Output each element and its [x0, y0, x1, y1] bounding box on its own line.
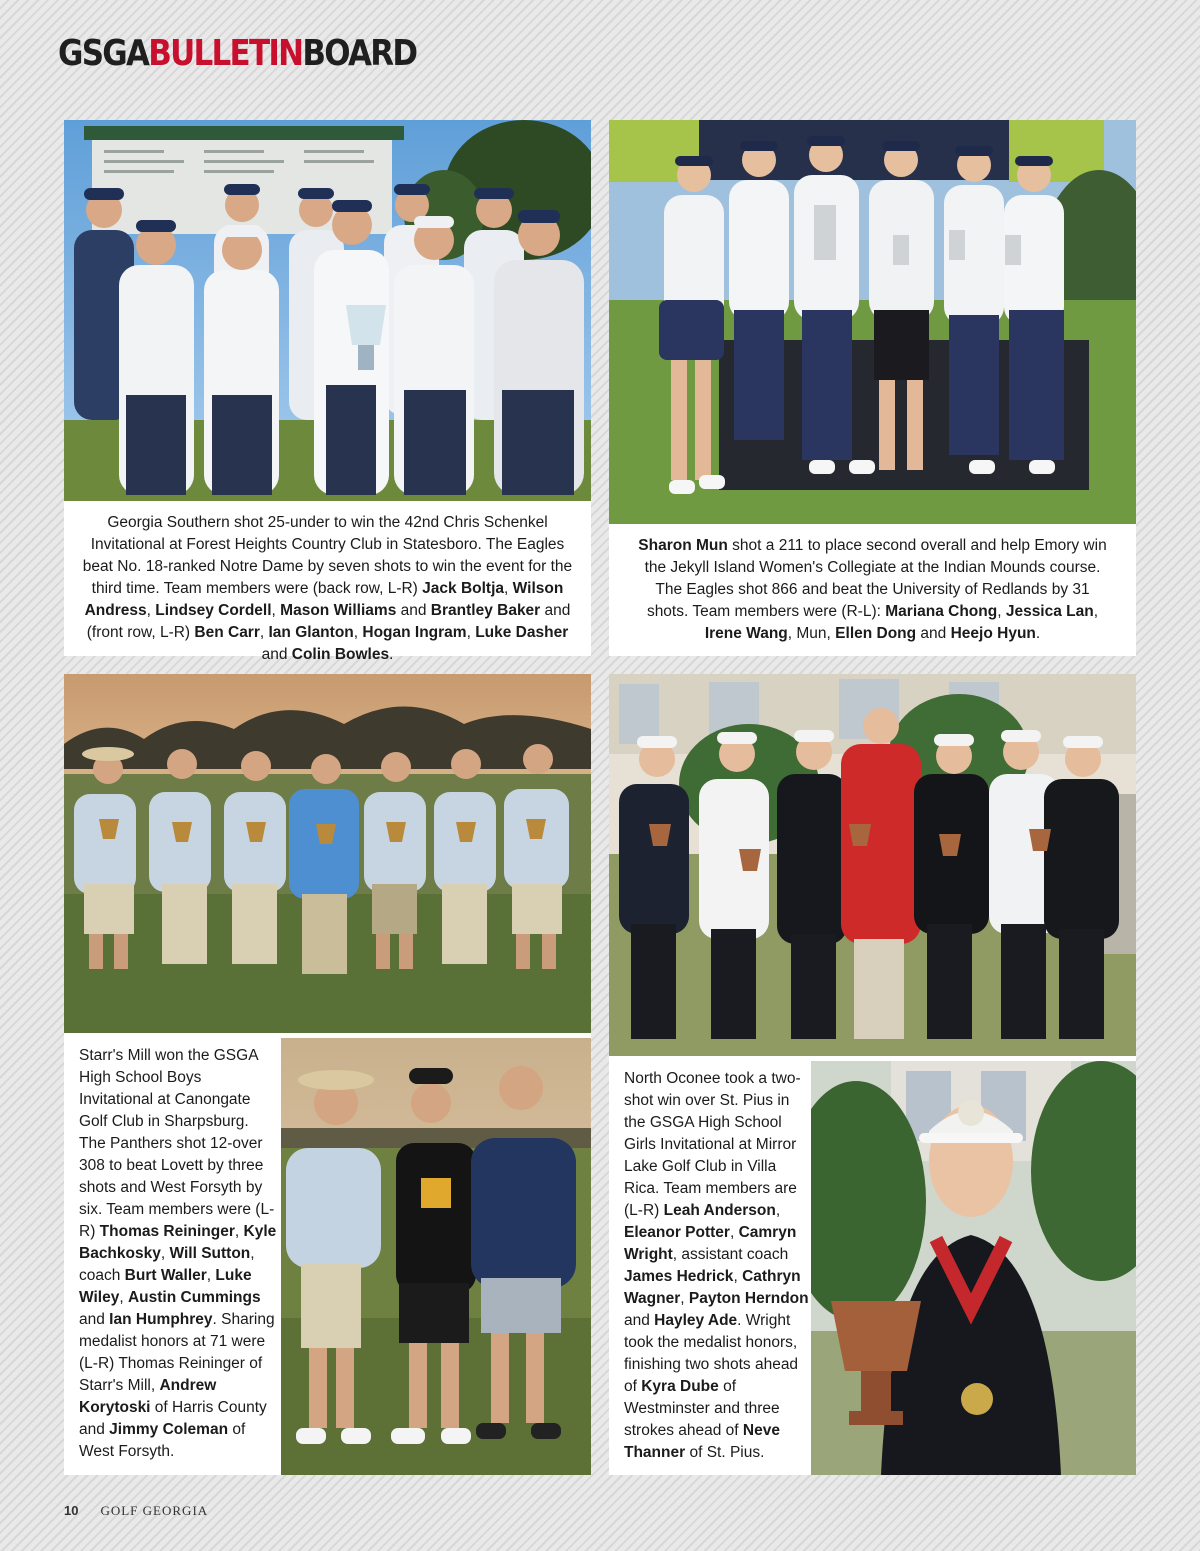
caption-name: Irene Wang — [704, 625, 788, 642]
caption-name: Colin Bowles — [291, 646, 390, 663]
magazine-name: GOLF GEORGIA — [100, 1503, 209, 1518]
caption-name: Sharon Mun — [638, 537, 728, 554]
caption-name: Payton Herndon — [688, 1290, 809, 1307]
caption-text: of Westminster and three strokes ahead of — [624, 1378, 780, 1439]
caption-name: Brantley Baker — [430, 602, 541, 619]
photo-north-oconee-medalist — [811, 1061, 1136, 1475]
caption-name: Kyra Dube — [641, 1378, 719, 1395]
caption-name: Ben Carr — [194, 624, 260, 641]
caption-name: Hogan Ingram — [362, 624, 467, 641]
caption-name: Hayley Ade — [654, 1312, 738, 1329]
caption-text: and — [79, 1311, 110, 1328]
masthead-gsga: GSGA — [58, 33, 149, 74]
caption-name: Mariana Chong — [885, 603, 998, 620]
caption-text: , — [997, 603, 1006, 620]
caption-name: Jack Boltja — [422, 580, 505, 597]
caption-text: . Wright took the medalist honors, finishing two shots ahead of — [624, 1312, 799, 1395]
caption-name: Burt Waller — [124, 1267, 207, 1284]
caption-starrs-mill — [79, 1045, 277, 1463]
caption-text: , — [206, 1267, 216, 1284]
caption-text: , — [729, 1224, 739, 1241]
caption-text: . Sharing medalist honors at 71 were (L-R) Thomas Reininger of Starr's Mill, — [79, 1311, 275, 1394]
caption-text: , — [504, 580, 513, 597]
caption-text: , — [466, 624, 476, 641]
caption-text: . — [1035, 625, 1041, 642]
caption-text: and — [624, 1312, 655, 1329]
caption-text: , — [160, 1245, 170, 1262]
caption-name: Luke Wiley — [79, 1267, 252, 1306]
caption-text: of St. Pius. — [685, 1444, 765, 1461]
caption-name: Jimmy Coleman — [109, 1421, 229, 1438]
caption-text: , assistant coach — [672, 1246, 789, 1263]
caption-north-oconee — [624, 1068, 809, 1464]
caption-text: , — [733, 1268, 743, 1285]
caption-emory — [633, 535, 1112, 645]
caption-text: , — [1093, 603, 1099, 620]
photo-north-oconee-team — [609, 674, 1136, 1056]
story-card-starrs-mill — [64, 674, 591, 1475]
bulletin-board-masthead — [58, 33, 417, 74]
caption-name: Ellen Dong — [835, 625, 917, 642]
caption-name: Ian Humphrey — [109, 1311, 213, 1328]
caption-name: Wilson Andress — [84, 580, 564, 619]
caption-text: of Harris County and — [79, 1399, 267, 1438]
caption-text: and — [916, 625, 951, 642]
caption-text: and — [396, 602, 431, 619]
caption-text: , — [259, 624, 269, 641]
caption-text: . — [389, 646, 394, 663]
caption-name: Austin Cummings — [127, 1289, 261, 1306]
caption-text: and (front row, L-R) — [86, 602, 571, 641]
caption-name: Jessica Lan — [1005, 603, 1094, 620]
caption-text: , coach — [79, 1245, 255, 1284]
caption-text: , — [119, 1289, 128, 1306]
caption-name: Thomas Reininger — [99, 1223, 235, 1240]
caption-text: shot a 211 to place second overall and help Emory win the Jekyll Island Women's Collegiate at the Indian Mounds course. The Eagles shot 866 and beat the University of Redlands by 31 shots. Team members were (R-L): — [644, 537, 1107, 620]
page-number: 10 — [64, 1503, 79, 1518]
caption-text: , — [271, 602, 281, 619]
caption-name: Cathryn Wagner — [624, 1268, 801, 1307]
caption-name: Camryn Wright — [624, 1224, 797, 1263]
caption-text: , Mun, — [787, 625, 836, 642]
story-card-georgia-southern — [64, 120, 591, 663]
page-footer — [64, 1503, 208, 1519]
masthead-bulletin: BULLETIN — [148, 33, 303, 74]
caption-name: Lindsey Cordell — [155, 602, 272, 619]
caption-name: Ian Glanton — [268, 624, 354, 641]
caption-name: Leah Anderson — [663, 1202, 776, 1219]
photo-emory-team — [609, 120, 1136, 524]
caption-name: James Hedrick — [624, 1268, 734, 1285]
caption-name: Luke Dasher — [475, 624, 569, 641]
caption-text: North Oconee took a two-shot win over St. Pius in the GSGA High School Girls Invitational at Mirror Lake Golf Club in Villa Rica. Team members are (L-R) — [624, 1070, 801, 1219]
photo-starrs-mill-team — [64, 674, 591, 1033]
photo-georgia-southern-team — [64, 120, 591, 501]
story-card-emory — [609, 120, 1136, 656]
caption-text: and — [261, 646, 292, 663]
caption-name: Neve Thanner — [624, 1422, 780, 1461]
caption-name: Kyle Bachkosky — [79, 1223, 277, 1262]
caption-text: , — [146, 602, 156, 619]
caption-name: Will Sutton — [169, 1245, 251, 1262]
caption-text: , — [680, 1290, 689, 1307]
caption-name: Andrew Korytoski — [79, 1377, 217, 1416]
photo-starrs-mill-medalists — [281, 1038, 591, 1475]
caption-text: of West Forsyth. — [79, 1421, 246, 1460]
caption-text: Starr's Mill won the GSGA High School Boys Invitational at Canongate Golf Club in Sharpsburg. The Panthers shot 12-over 308 to beat Lovett by three shots and West Forsyth by six. Team members were (L-R) — [79, 1047, 275, 1240]
caption-name: Eleanor Potter — [624, 1224, 730, 1241]
caption-name: Mason Williams — [280, 602, 397, 619]
caption-text: Georgia Southern shot 25-under to win the 42nd Chris Schenkel Invitational at Forest Heights Country Club in Statesboro. The Eagles beat No. 18-ranked Notre Dame by seven shots to win the event for the third time. Team members were (back row, L-R) — [82, 514, 573, 597]
caption-georgia-southern — [80, 512, 575, 666]
story-card-north-oconee — [609, 674, 1136, 1475]
caption-text: , — [353, 624, 363, 641]
caption-name: Heejo Hyun — [950, 625, 1036, 642]
caption-text: , — [234, 1223, 244, 1240]
caption-text: , — [775, 1202, 781, 1219]
masthead-board: BOARD — [302, 33, 417, 74]
